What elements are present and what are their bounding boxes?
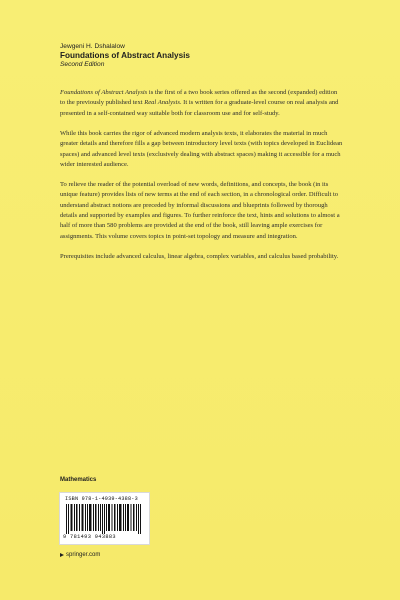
arrow-right-icon (60, 553, 64, 557)
publisher-url: springer.com (66, 552, 101, 558)
publisher-link[interactable] (60, 552, 100, 558)
blurb-paragraph-2: While this book carries the rigor of advanced modern analysis texts, it elaborates the material in much greater details and therefore fills a gap between introductory level texts (with topics developed in Euclidean spaces) and advanced level texts (exclusively dealing with abstract spaces) making it accessible for a much wider interested audience. (60, 129, 343, 168)
book-title: Foundations of Abstract Analysis (60, 51, 190, 60)
blurb-paragraph-3: To relieve the reader of the potential overload of new words, definitions, and concepts, the book (in its unique feature) provides lists of new terms at the end of each section, in a chronological order. Difficult to understand abstract notions are preceded by informal discussions and blueprints followed by thorough details and supported by examples and figures. To further reinforce the text, hints and solutions to almost a half of more than 580 problems are provided at the end of the book, still leaving ample exercises for assignments. This volume covers topics in point-set topology and measure and integration. (60, 180, 340, 240)
barcode-icon (66, 504, 143, 534)
isbn-label: ISBN 978-1-4939-4388-3 (65, 496, 138, 502)
edition-label: Second Edition (60, 61, 105, 68)
blurb-text: . It is written for a graduate-level course on real analysis and presented in a self-contained way suitable both for classroom use and for self-study. (60, 99, 339, 117)
barcode-number: 9 781493 943883 (63, 534, 116, 540)
blurb-paragraph-4: Prerequisites include advanced calculus, linear algebra, complex variables, and calculus based probability. (60, 252, 339, 260)
author-name: Jewgeni H. Dshalalow (60, 43, 125, 50)
blurb-previous-title: Real Analysis (144, 99, 180, 107)
blurb-paragraph-1 (60, 88, 344, 119)
blurb-book-title: Foundations of Abstract Analysis (60, 89, 148, 96)
blurb-text: is the first of a two book series offered as the second (expanded) edition to the previously published text (60, 89, 338, 107)
blurb (60, 88, 344, 272)
isbn-barcode (59, 492, 150, 545)
subject-category: Mathematics (60, 477, 97, 483)
book-header (60, 42, 350, 69)
